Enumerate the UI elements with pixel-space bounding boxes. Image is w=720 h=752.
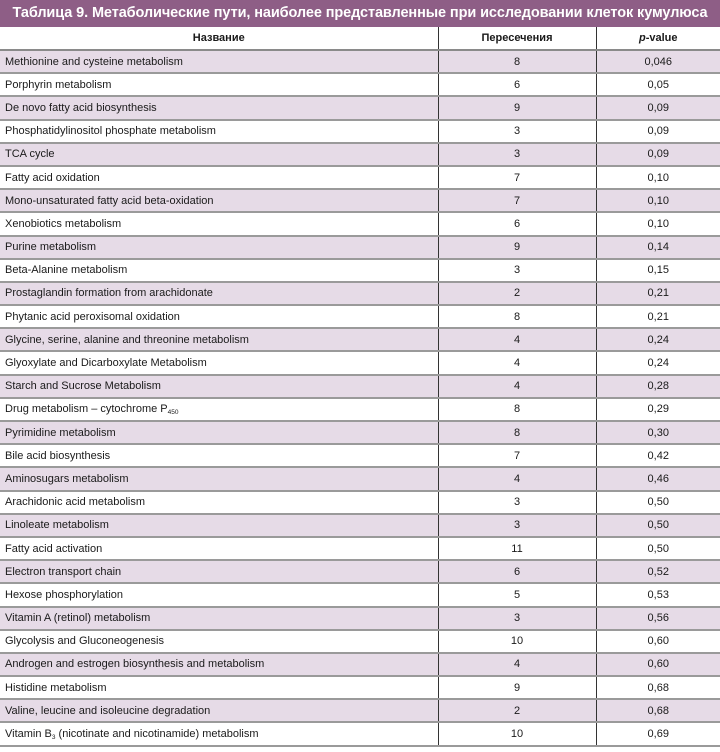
cell-intersections: 3 — [438, 120, 596, 143]
cell-pvalue: 0,09 — [596, 96, 720, 119]
pathway-name-text: Methionine and cysteine metabolism — [5, 55, 183, 68]
pvalue-suffix: -value — [645, 32, 678, 44]
table-row — [0, 560, 720, 583]
cell-intersections: 9 — [438, 96, 596, 119]
cell-pathway-name — [0, 398, 438, 421]
table-row — [0, 73, 720, 96]
cell-pathway-name — [0, 560, 438, 583]
table-row — [0, 189, 720, 212]
cell-intersections: 8 — [438, 305, 596, 328]
cell-intersections: 3 — [438, 143, 596, 166]
pathway-name-text: Fatty acid oxidation — [5, 171, 100, 184]
cell-pathway-name — [0, 120, 438, 143]
pathway-name-text: Aminosugars metabolism — [5, 472, 129, 485]
cell-pvalue: 0,09 — [596, 120, 720, 143]
pathway-name-subscript: 450 — [167, 408, 179, 416]
cell-pathway-name — [0, 722, 438, 745]
cell-pathway-name — [0, 189, 438, 212]
cell-intersections: 2 — [438, 699, 596, 722]
pathway-name-text: Glycine, serine, alanine and threonine metabolism — [5, 333, 249, 346]
cell-intersections: 9 — [438, 236, 596, 259]
cell-intersections: 10 — [438, 722, 596, 745]
table-row — [0, 143, 720, 166]
pathway-name-text: Vitamin A (retinol) metabolism — [5, 612, 151, 625]
column-header-intersections: Пересечения — [438, 27, 596, 50]
cell-pvalue: 0,05 — [596, 73, 720, 96]
cell-pvalue: 0,29 — [596, 398, 720, 421]
table-row — [0, 351, 720, 374]
cell-pvalue: 0,15 — [596, 259, 720, 282]
cell-intersections: 5 — [438, 583, 596, 606]
cell-intersections: 7 — [438, 189, 596, 212]
cell-pvalue: 0,24 — [596, 351, 720, 374]
cell-intersections: 7 — [438, 166, 596, 189]
cell-pathway-name — [0, 491, 438, 514]
cell-intersections: 4 — [438, 653, 596, 676]
pathway-name-subscript: 3 — [51, 733, 56, 741]
table-row — [0, 398, 720, 421]
cell-pvalue: 0,60 — [596, 630, 720, 653]
cell-intersections: 3 — [438, 607, 596, 630]
cell-pvalue: 0,046 — [596, 50, 720, 73]
cell-intersections: 8 — [438, 398, 596, 421]
cell-pvalue: 0,14 — [596, 236, 720, 259]
cell-pvalue: 0,21 — [596, 282, 720, 305]
cell-pathway-name — [0, 630, 438, 653]
cell-pathway-name — [0, 212, 438, 235]
pathway-name-text: Glycolysis and Gluconeogenesis — [5, 635, 164, 648]
cell-pvalue: 0,10 — [596, 189, 720, 212]
table-row — [0, 328, 720, 351]
pathway-name-text: Linoleate metabolism — [5, 519, 109, 532]
metabolic-pathways-table — [0, 27, 720, 747]
table-row — [0, 236, 720, 259]
column-header-name: Название — [0, 27, 438, 50]
cell-intersections: 3 — [438, 514, 596, 537]
cell-pathway-name — [0, 50, 438, 73]
table-row — [0, 305, 720, 328]
pathway-name-text: Xenobiotics metabolism — [5, 217, 122, 230]
cell-intersections: 6 — [438, 73, 596, 96]
cell-intersections: 7 — [438, 444, 596, 467]
cell-pathway-name — [0, 282, 438, 305]
cell-pvalue: 0,68 — [596, 699, 720, 722]
cell-pvalue: 0,69 — [596, 722, 720, 745]
cell-pathway-name — [0, 607, 438, 630]
table-row — [0, 120, 720, 143]
cell-intersections: 3 — [438, 491, 596, 514]
cell-pathway-name — [0, 537, 438, 560]
cell-pathway-name — [0, 236, 438, 259]
pvalue-p: p — [638, 32, 646, 44]
cell-intersections: 6 — [438, 560, 596, 583]
table-row — [0, 722, 720, 745]
cell-intersections: 8 — [438, 421, 596, 444]
table-row — [0, 583, 720, 606]
pathway-name-text: Phytanic acid peroxisomal oxidation — [5, 310, 180, 323]
pathway-name-text: Hexose phosphorylation — [5, 588, 124, 601]
cell-pathway-name — [0, 514, 438, 537]
pathway-name-text: Bile acid biosynthesis — [5, 449, 111, 462]
cell-pvalue: 0,28 — [596, 375, 720, 398]
cell-pathway-name — [0, 305, 438, 328]
cell-intersections: 8 — [438, 50, 596, 73]
cell-pathway-name — [0, 653, 438, 676]
table-row — [0, 444, 720, 467]
cell-pvalue: 0,24 — [596, 328, 720, 351]
pathway-name-text: Histidine metabolism — [5, 681, 107, 694]
cell-pathway-name — [0, 421, 438, 444]
table-row — [0, 96, 720, 119]
cell-intersections: 10 — [438, 630, 596, 653]
table-header-row — [0, 27, 720, 50]
cell-intersections: 2 — [438, 282, 596, 305]
pathway-name-text: Mono-unsaturated fatty acid beta-oxidation — [5, 194, 214, 207]
cell-pathway-name — [0, 73, 438, 96]
cell-pathway-name — [0, 351, 438, 374]
table-row — [0, 375, 720, 398]
cell-pvalue: 0,56 — [596, 607, 720, 630]
pathway-name-text: Porphyrin metabolism — [5, 78, 112, 91]
cell-pvalue: 0,30 — [596, 421, 720, 444]
pathway-name-text: Electron transport chain — [5, 565, 122, 578]
table-row — [0, 421, 720, 444]
table-row — [0, 467, 720, 490]
table-row — [0, 491, 720, 514]
pathway-name-text: Prostaglandin formation from arachidonate — [5, 287, 213, 300]
table-body — [0, 50, 720, 746]
cell-pvalue: 0,46 — [596, 467, 720, 490]
pathway-name-text: Vitamin B — [5, 727, 52, 740]
cell-pathway-name — [0, 259, 438, 282]
cell-pathway-name — [0, 467, 438, 490]
cell-pvalue: 0,09 — [596, 143, 720, 166]
column-header-pvalue — [596, 27, 720, 50]
cell-pathway-name — [0, 96, 438, 119]
cell-pvalue: 0,42 — [596, 444, 720, 467]
cell-pvalue: 0,50 — [596, 537, 720, 560]
table-title: Таблица 9. Метаболические пути, наиболее представленные при исследовании клеток кумулюса — [0, 0, 720, 27]
cell-pathway-name — [0, 699, 438, 722]
cell-pvalue: 0,50 — [596, 491, 720, 514]
cell-pvalue: 0,10 — [596, 166, 720, 189]
table-row — [0, 653, 720, 676]
pathway-name-text: Androgen and estrogen biosynthesis and metabolism — [5, 658, 265, 671]
pathway-name-text: TCA cycle — [5, 148, 55, 161]
pathway-name-text: De novo fatty acid biosynthesis — [5, 101, 157, 114]
cell-pvalue: 0,60 — [596, 653, 720, 676]
table-row — [0, 607, 720, 630]
cell-intersections: 3 — [438, 259, 596, 282]
table-row — [0, 676, 720, 699]
cell-pvalue: 0,21 — [596, 305, 720, 328]
cell-intersections: 4 — [438, 375, 596, 398]
table-row — [0, 514, 720, 537]
pathway-name-text: Valine, leucine and isoleucine degradation — [5, 704, 211, 717]
cell-pvalue: 0,53 — [596, 583, 720, 606]
table-row — [0, 630, 720, 653]
cell-pvalue: 0,68 — [596, 676, 720, 699]
pathway-name-text: Phosphatidylinositol phosphate metabolism — [5, 125, 216, 138]
cell-intersections: 4 — [438, 351, 596, 374]
cell-pvalue: 0,50 — [596, 514, 720, 537]
pathway-name-text: Drug metabolism – cytochrome P — [5, 402, 168, 415]
cell-pvalue: 0,52 — [596, 560, 720, 583]
pathway-name-text: Starch and Sucrose Metabolism — [5, 380, 161, 393]
cell-intersections: 9 — [438, 676, 596, 699]
table-row — [0, 50, 720, 73]
pathway-name-text: Beta-Alanine metabolism — [5, 264, 128, 277]
cell-pathway-name — [0, 676, 438, 699]
table-row — [0, 166, 720, 189]
pathway-name-text: Arachidonic acid metabolism — [5, 496, 146, 509]
cell-pathway-name — [0, 166, 438, 189]
cell-pathway-name — [0, 328, 438, 351]
cell-pvalue: 0,10 — [596, 212, 720, 235]
cell-pathway-name — [0, 143, 438, 166]
table-row — [0, 212, 720, 235]
pathway-name-text: Fatty acid activation — [5, 542, 103, 555]
cell-pathway-name — [0, 375, 438, 398]
pathway-name-text: Glyoxylate and Dicarboxylate Metabolism — [5, 357, 207, 370]
table-row — [0, 282, 720, 305]
cell-intersections: 11 — [438, 537, 596, 560]
table-row — [0, 699, 720, 722]
pathway-name-text: Pyrimidine metabolism — [5, 426, 116, 439]
cell-intersections: 6 — [438, 212, 596, 235]
cell-intersections: 4 — [438, 328, 596, 351]
cell-pathway-name — [0, 444, 438, 467]
cell-pathway-name — [0, 583, 438, 606]
cell-intersections: 4 — [438, 467, 596, 490]
table-row — [0, 259, 720, 282]
table-row — [0, 537, 720, 560]
pathway-name-suffix: (nicotinate and nicotinamide) metabolism — [55, 727, 259, 740]
pathway-name-text: Purine metabolism — [5, 241, 97, 254]
